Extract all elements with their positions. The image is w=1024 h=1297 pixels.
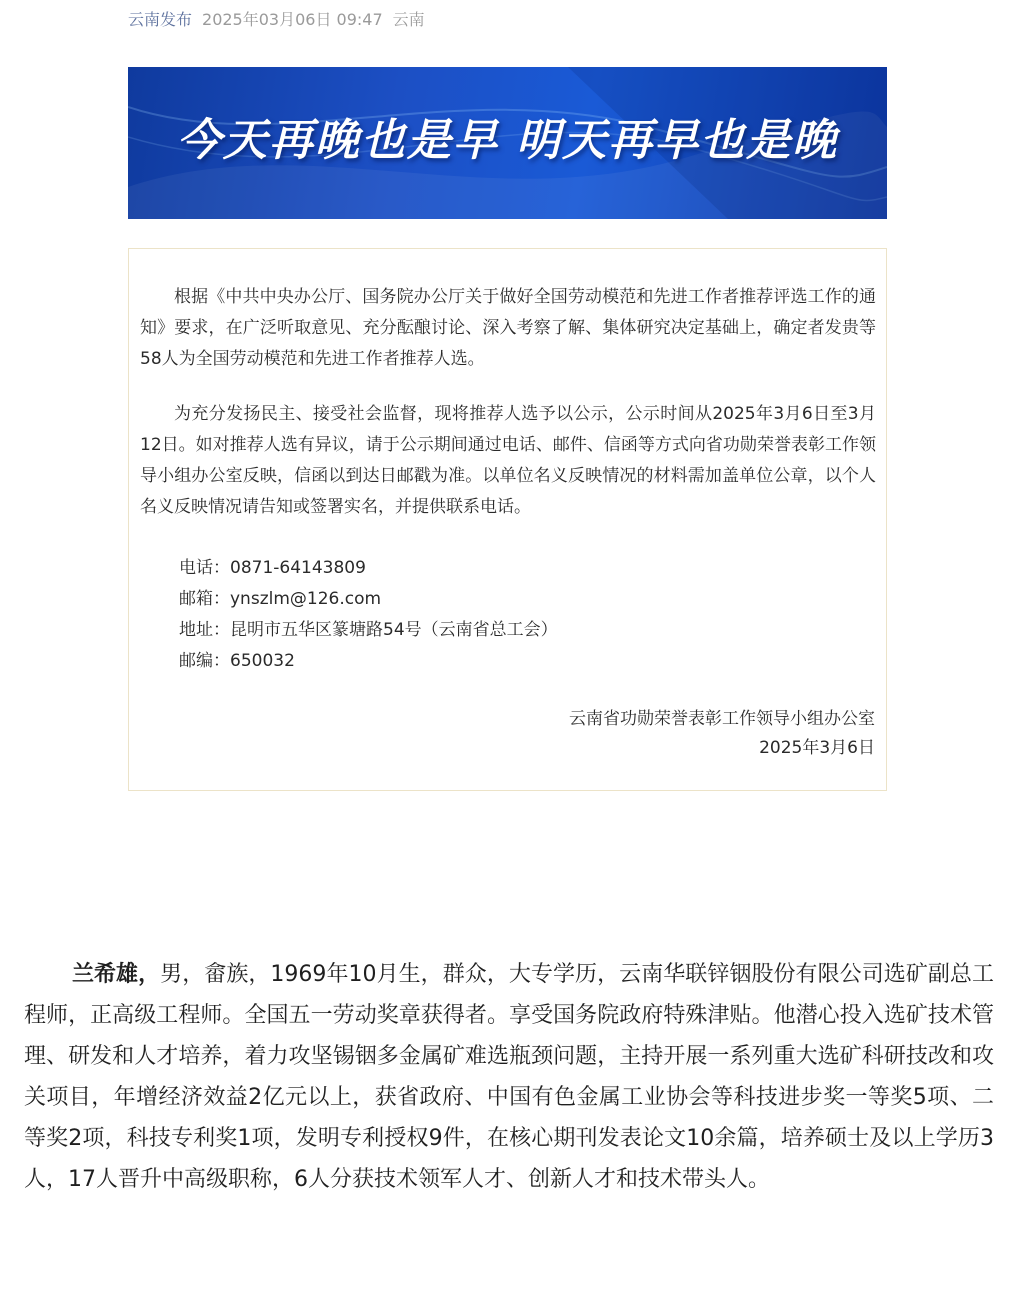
contact-postcode: 邮编：650032 [179,651,295,671]
candidate-name: 兰希雄， [71,962,161,987]
notice-box [128,248,887,791]
contact-address: 地址：昆明市五华区篆塘路54号（云南省总工会） [179,620,558,640]
contact-phone: 电话：0871-64143809 [179,558,366,578]
contact-list [179,553,558,677]
publish-location: 云南 [392,10,425,29]
source-link[interactable]: 云南发布 [128,10,193,29]
slogan-banner [128,67,887,219]
article-meta [128,8,425,32]
candidate-description: 男，畲族，1969年10月生，群众，大专学历，云南华联锌铟股份有限公司选矿副总工程师，正高级工程师。全国五一劳动奖章获得者。享受国务院政府特殊津贴。他潜心投入选矿技术管理、研发和人才培养，着力攻坚锡铟多金属矿难选瓶颈问题，主持开展一系列重大选矿科研技改和攻关项目，年增经济效益2亿元以上，获省政府、中国有色金属工业协会等科技进步奖一等奖5项、二等奖2项，科技专利奖1项，发明专利授权9件，在核心期刊发表论文10余篇，培养硕士及以上学历3人，17人晋升中高级职称，6人分获技术领军人才、创新人才和技术带头人。 [24,962,994,1192]
contact-email: 邮箱：ynszlm@126.com [179,589,382,609]
publish-datetime: 2025年03月06日 09:47 [202,10,383,29]
notice-paragraph-1: 根据《中共中央办公厅、国务院办公厅关于做好全国劳动模范和先进工作者推荐评选工作的通知》要求，在广泛听取意见、充分酝酿讨论、深入考察了解、集体研究决定基础上，确定者发贵等58人为全国劳动模范和先进工作者推荐人选。 [140,287,876,369]
banner-slogan: 今天再晚也是早 明天再早也是晚 [176,115,839,166]
signature-date: 2025年3月6日 [759,738,875,758]
notice-paragraph-2: 为充分发扬民主、接受社会监督，现将推荐人选予以公示，公示时间从2025年3月6日至3月12日。如对推荐人选有异议，请于公示期间通过电话、邮件、信函等方式向省功勋荣誉表彰工作领导小组办公室反映，信函以到达日邮戳为准。以单位名义反映情况的材料需加盖单位公章，以个人名义反映情况请告知或签署实名，并提供联系电话。 [140,404,876,517]
signature-org: 云南省功勋荣誉表彰工作领导小组办公室 [569,709,875,729]
notice-signature [569,705,875,763]
candidate-bio [24,954,994,1200]
